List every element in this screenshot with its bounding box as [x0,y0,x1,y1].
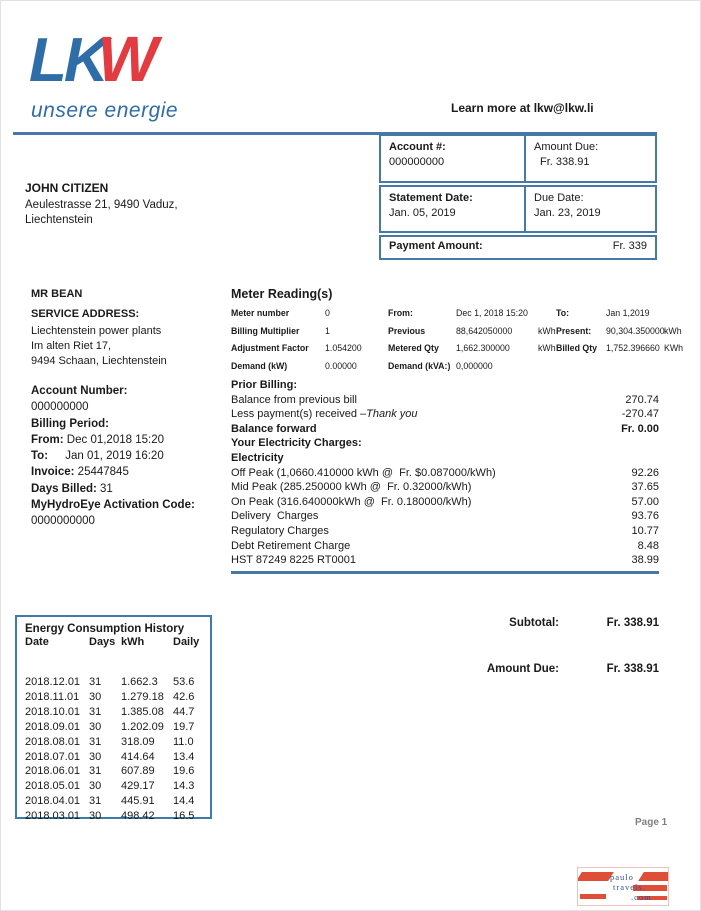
payment-amount-row [379,235,657,260]
energy-row: 2018.04.01 31 445.91 14.4 [25,795,195,808]
watermark-logo [577,867,669,906]
meter-cell: 1,662.300000 [456,343,510,353]
meter-cell: 0 [325,308,330,318]
activation-code-heading: MyHydroEye Activation Code: [31,499,195,512]
meter-cell: 1 [325,325,330,336]
amount-due-value: Fr. 338.91 [540,156,590,168]
service-customer-name: MR BEAN [31,288,83,300]
payment-amount-value: Fr. 339 [612,240,647,252]
energy-row: 2018.07.01 30 414.64 13.4 [25,750,195,763]
meter-cell: Present: [556,325,592,336]
meter-cell: kWh [538,325,556,336]
meter-cell: Adjustment Factor [231,343,309,353]
off-peak-row: Off Peak (1,0660.410000 kWh @ Fr. $0.087000/kWh) 92.26 [231,466,659,479]
meter-cell: kWh [664,325,682,336]
billing-to: To: Jan 01, 2019 16:20 [31,450,164,463]
meter-cell: From: [388,308,413,318]
statement-date-label: Statement Date: [389,192,473,204]
account-summary-box [379,134,657,260]
customer-name: JOHN CITIZEN [25,181,109,195]
amount-due-cell [526,136,655,181]
watermark-stripe [577,872,614,881]
meter-cell: Billing Multiplier [231,325,300,336]
meter-cell: Dec 1, 2018 15:20 [456,308,528,318]
energy-row: 2018.12.01 31 1.662.3 53.6 [25,676,195,688]
account-number-text: 000000000 [31,401,89,414]
customer-address-line2: Liechtenstein [25,214,93,226]
energy-row: 2018.05.01 30 429.17 14.3 [25,780,195,793]
service-address-line3: 9494 Schaan, Liechtenstein [31,355,167,367]
hst-row: HST 87249 8225 RT0001 38.99 [231,554,659,567]
page-number: Page 1 [635,817,668,828]
meter-readings-section [231,287,697,378]
meter-cell [664,361,697,379]
dates-row [379,185,657,233]
electricity-subheading-row: Electricity [231,451,284,464]
energy-row: 2018.08.01 31 318.09 11.0 [25,735,194,748]
amount-due-total-label: Amount Due: [486,663,559,675]
charges-section [231,378,659,574]
service-address-line1: Liechtenstein power plants [31,325,162,337]
meter-readings-title: Meter Reading(s) [231,287,333,301]
billing-from: From: Dec 01,2018 15:20 [31,433,164,446]
account-details-block [31,383,231,530]
meter-row [231,308,697,326]
meter-cell: 0,000000 [456,360,493,371]
amount-due-row [401,663,659,675]
meter-cell: Jan 1,2019 [606,308,650,318]
meter-cell [556,361,606,379]
subtotal-label: Subtotal: [509,617,559,629]
brand-tagline: unsere energie [31,99,179,122]
meter-cell: Billed Qty [556,343,598,353]
energy-history-header: Date Days kWh Daily [25,636,200,648]
customer-address-line1: Aeulestrasse 21, 9490 Vaduz, [25,199,178,211]
meter-cell: Metered Qty [388,343,439,353]
meter-cell: Demand (kVA:) [388,360,451,371]
meter-cell: KWh [664,343,684,353]
on-peak-row: On Peak (316.640000kWh @ Fr. 0.180000/kWh) 57.00 [231,495,659,508]
meter-cell: Meter number [231,308,290,318]
energy-row: 2018.06.01 31 607.89 19.6 [25,765,195,778]
service-address-block [31,287,167,369]
energy-history-table [15,615,212,823]
meter-cell: 90,304.350000 [606,325,665,336]
regulatory-charges-row: Regulatory Charges 10.77 [231,524,659,537]
logo-w-letter: W [97,23,156,95]
meter-cell: 1,752.396660 [606,343,660,353]
energy-row: 2018.11.01 30 1.279.18 42.6 [25,690,195,703]
payment-amount-label: Payment Amount: [389,240,483,252]
less-payments-row: Less payment(s) received –Thank you -270.47 [231,408,659,421]
billing-address [25,181,178,228]
prior-billing-heading-row: Prior Billing: [231,379,297,391]
invoice-number: Invoice: 25447845 [31,466,129,479]
learn-more-text: Learn more at lkw@lkw.li [451,101,594,115]
watermark-text-line1: paulo [610,872,634,882]
statement-date-value: Jan. 05, 2019 [389,207,456,219]
watermark-text-line3: .com [631,892,652,902]
service-address-label: SERVICE ADDRESS: [31,308,140,320]
watermark-stripe [580,894,606,899]
subtotal-row [401,617,659,629]
account-row [379,134,657,183]
billing-period-heading: Billing Period: [31,417,109,430]
energy-history-title: Energy Consumption History [25,623,185,635]
balance-previous-row: Balance from previous bill 270.74 [231,393,659,406]
days-billed: Days Billed: 31 [31,482,113,495]
account-number-value: 000000000 [389,156,445,168]
service-address-line2: Im alten Riet 17, [31,340,112,352]
meter-cell [538,308,556,326]
meter-cell: Previous [388,325,426,336]
account-number-heading: Account Number: [31,385,128,397]
subtotal-value: Fr. 338.91 [606,617,659,629]
due-date-label: Due Date: [534,192,584,204]
account-number-label: Account #: [389,141,446,153]
meter-cell [664,308,697,326]
energy-row: 2018.03.01 30 498.42 16.5 [25,810,195,823]
electricity-charges-heading-row: Your Electricity Charges: [231,437,362,450]
mid-peak-row: Mid Peak (285.250000 kWh @ Fr. 0.32000/kWh) 37.65 [231,481,659,494]
watermark-stripe [638,872,669,881]
due-date-value: Jan. 23, 2019 [534,207,601,219]
statement-date-cell [381,187,526,231]
watermark-text-line2: travels. [613,882,646,892]
meter-cell: 0.00000 [325,360,357,371]
activation-code-value: 0000000000 [31,515,95,528]
meter-cell: 1.054200 [325,343,362,353]
debt-retirement-row: Debt Retirement Charge 8.48 [231,539,659,552]
account-number-cell [381,136,526,181]
logo-lk-letters: LK [29,26,106,95]
energy-row: 2018.09.01 30 1.202.09 19.7 [25,720,195,733]
balance-forward-row: Balance forward Fr. 0.00 [231,422,659,435]
meter-cell [606,361,664,379]
charges-divider [231,571,659,574]
meter-cell: kWh [538,343,556,353]
meter-row [231,326,697,344]
meter-cell [538,361,556,379]
meter-row [231,343,697,361]
lkw-logo [29,23,156,95]
due-date-cell [526,187,655,231]
amount-due-total-value: Fr. 338.91 [606,663,659,675]
amount-due-label: Amount Due: [534,141,599,153]
meter-cell: 88,642050000 [456,325,513,336]
energy-row: 2018.10.01 31 1.385.08 44.7 [25,705,195,718]
meter-cell: Demand (kW) [231,360,288,371]
meter-cell: To: [556,308,570,318]
meter-row [231,361,697,379]
delivery-charges-row: Delivery Charges 93.76 [231,510,659,523]
